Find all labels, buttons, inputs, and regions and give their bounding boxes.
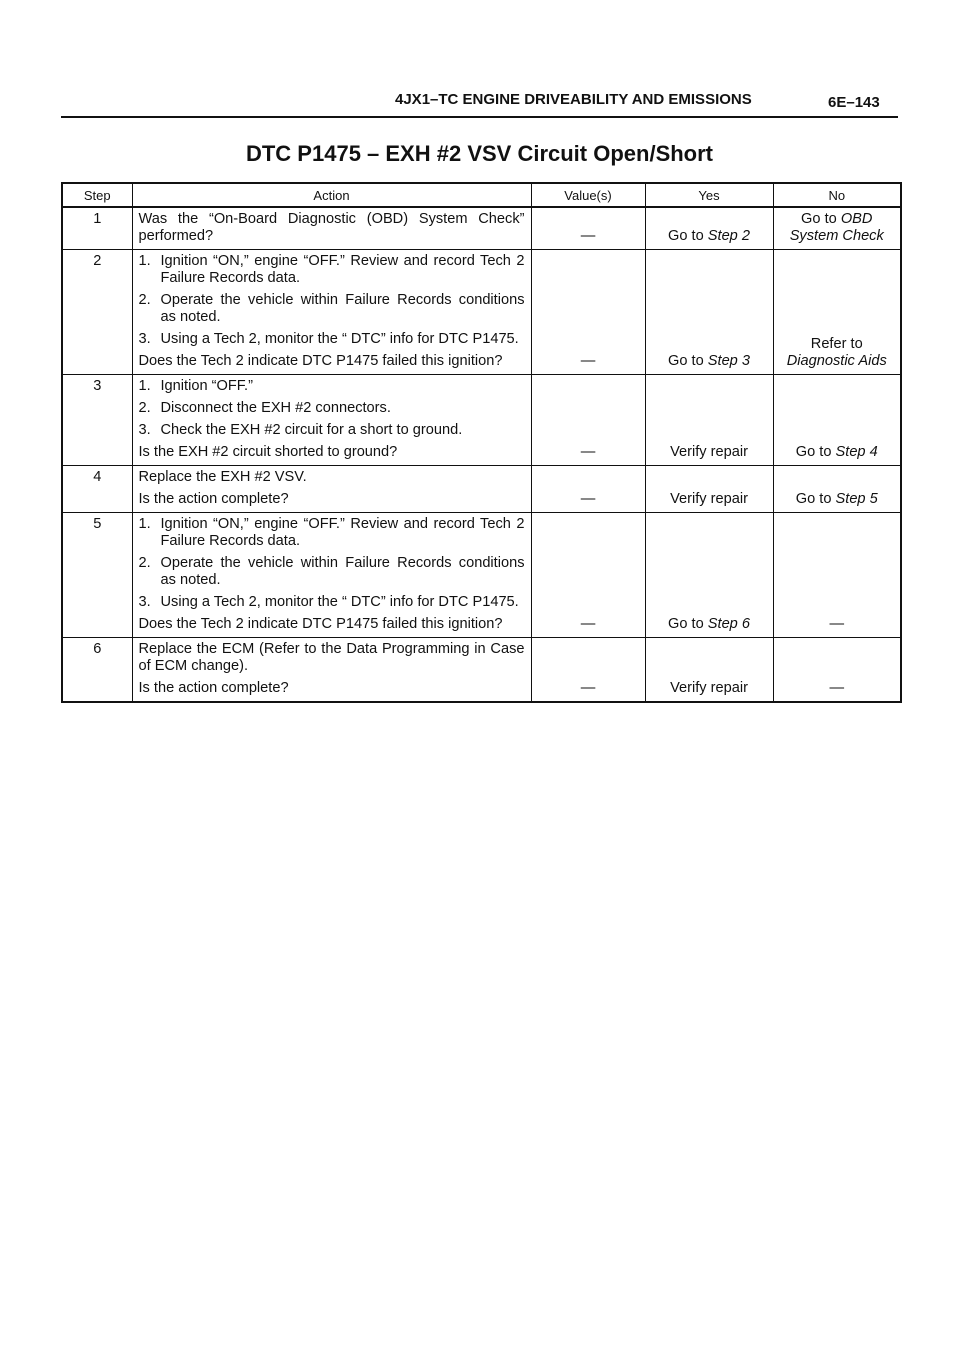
action-cell [132,638,531,703]
action-item-text: Disconnect the EXH #2 connectors. [160,400,391,416]
action-item-text: Operate the vehicle within Failure Records conditions as noted. [160,292,525,325]
action-item-text: Ignition “OFF.” [160,378,253,394]
action-item [139,292,525,326]
action-cell [132,466,531,513]
action-cell [132,375,531,466]
action-item-text: Using a Tech 2, monitor the “ DTC” info for DTC P1475. [160,594,519,610]
action-item-number: 2. [138,555,151,571]
action-line: Was the “On-Board Diagnostic (OBD) System Check” performed? [138,211,525,244]
yes-outcome-text: Verify repair [670,491,748,507]
diagnostic-table [61,182,902,703]
page-title: DTC P1475 – EXH #2 VSV Circuit Open/Short [245,141,714,166]
action-cell [132,207,531,250]
table-row [62,250,901,375]
no-outcome-text: — [829,680,845,696]
step-number: 1 [62,207,132,250]
value-cell: — [531,513,645,638]
no-outcome-text: — [829,616,845,632]
yes-outcome-target: Step 6 [707,616,750,632]
action-line: Is the action complete? [138,680,289,696]
table-header-row [62,183,901,207]
step-number: 6 [62,638,132,703]
no-outcome-target: OBD System Check [789,211,884,244]
table-row [62,375,901,466]
no-outcome-prefix: Go to [795,444,832,460]
yes-cell [645,375,773,466]
action-item [139,331,525,348]
table-row [62,638,901,703]
value-cell: — [531,466,645,513]
yes-cell [645,638,773,703]
value-cell: — [531,250,645,375]
col-header-no: No [773,183,901,207]
value-cell: — [531,375,645,466]
action-item [139,378,525,395]
yes-outcome-target: Step 3 [707,353,750,369]
action-item-number: 2. [138,400,151,416]
running-header-title: 4JX1–TC ENGINE DRIVEABILITY AND EMISSIONS [395,91,752,108]
action-item-number: 1. [138,378,151,394]
action-cell [132,513,531,638]
no-cell [773,466,901,513]
action-item [139,594,525,611]
header-rule [61,116,898,118]
no-cell [773,638,901,703]
yes-outcome-text: Verify repair [670,444,748,460]
action-line: Replace the EXH #2 VSV. [138,469,307,485]
action-item-text: Ignition “ON,” engine “OFF.” Review and record Tech 2 Failure Records data. [160,516,525,549]
no-cell [773,207,901,250]
action-question: Does the Tech 2 indicate DTC P1475 failed this ignition? [138,616,503,632]
action-item-text: Ignition “ON,” engine “OFF.” Review and record Tech 2 Failure Records data. [160,253,525,286]
action-item-number: 1. [138,253,151,269]
action-item [139,400,525,417]
action-item [139,253,525,287]
action-question: Does the Tech 2 indicate DTC P1475 failed this ignition? [138,353,503,369]
no-cell [773,513,901,638]
value-cell: — [531,638,645,703]
value-cell: — [531,207,645,250]
action-item-number: 2. [138,292,151,308]
step-number: 3 [62,375,132,466]
action-item-text: Check the EXH #2 circuit for a short to ground. [160,422,463,438]
no-outcome-prefix: Refer to [810,336,863,352]
action-question: Is the EXH #2 circuit shorted to ground? [138,444,398,460]
action-item-text: Using a Tech 2, monitor the “ DTC” info for DTC P1475. [160,331,519,347]
action-cell [132,250,531,375]
no-cell [773,375,901,466]
action-item-number: 3. [138,331,151,347]
no-outcome-prefix: Go to [795,491,832,507]
action-item-number: 3. [138,422,151,438]
col-header-step: Step [62,183,132,207]
action-item-text: Operate the vehicle within Failure Records conditions as noted. [160,555,525,588]
yes-outcome-prefix: Go to [668,228,704,244]
table-row [62,513,901,638]
action-item [139,516,525,550]
yes-outcome-target: Step 2 [707,228,750,244]
table-body [62,207,901,702]
no-outcome-target: Step 4 [835,444,878,460]
action-item-number: 3. [138,594,151,610]
table-row [62,207,901,250]
col-header-values: Value(s) [531,183,645,207]
step-number: 5 [62,513,132,638]
col-header-yes: Yes [645,183,773,207]
yes-cell [645,250,773,375]
no-outcome-prefix: Go to [801,211,837,227]
yes-outcome-text: Verify repair [670,680,748,696]
yes-cell [645,466,773,513]
yes-outcome-prefix: Go to [668,616,704,632]
col-header-action: Action [132,183,531,207]
action-item-number: 1. [138,516,151,532]
step-number: 2 [62,250,132,375]
no-outcome-target: Step 5 [835,491,878,507]
table-row [62,466,901,513]
action-item [139,422,525,439]
page-number: 6E–143 [828,94,880,111]
yes-cell [645,513,773,638]
action-item [139,555,525,589]
yes-cell [645,207,773,250]
no-outcome-target: Diagnostic Aids [786,353,887,369]
no-cell [773,250,901,375]
action-line: Is the action complete? [138,491,289,507]
yes-outcome-prefix: Go to [668,353,704,369]
step-number: 4 [62,466,132,513]
action-line: Replace the ECM (Refer to the Data Programming in Case of ECM change). [138,641,525,674]
